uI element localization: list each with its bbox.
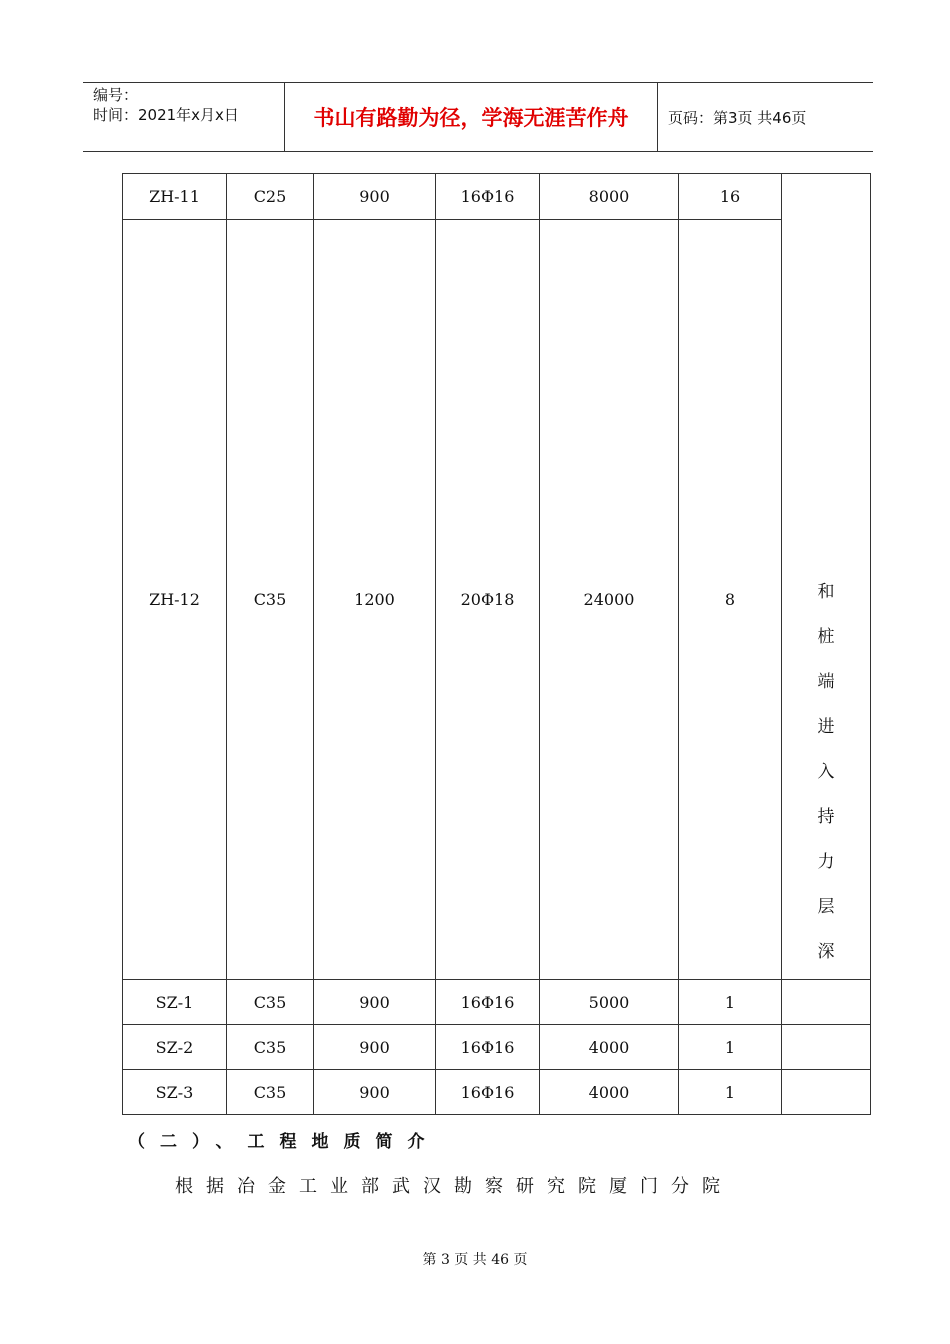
- table-row: [123, 1070, 871, 1115]
- note-char: 持: [817, 807, 835, 827]
- table-cell: [782, 1070, 871, 1115]
- table-cell: C35: [227, 220, 314, 980]
- table-cell: 16Φ16: [436, 1070, 540, 1115]
- table-cell: 16Φ16: [436, 1025, 540, 1070]
- note-char: 深: [817, 942, 835, 962]
- table-cell: 5000: [540, 980, 679, 1025]
- table-cell: 900: [314, 1070, 436, 1115]
- vertical-note: [782, 570, 870, 979]
- table-cell: 24000: [540, 220, 679, 980]
- section-title: （二）、工程地质简介: [128, 1132, 440, 1152]
- header-divider: [657, 83, 658, 151]
- table-cell: 900: [314, 174, 436, 220]
- pile-table: [122, 173, 871, 1115]
- table-cell: 1: [679, 1025, 782, 1070]
- note-char: 桩: [817, 627, 835, 647]
- table-cell: C35: [227, 1025, 314, 1070]
- table-cell: ZH-11: [123, 174, 227, 220]
- header-motto: 书山有路勤为径，学海无涯苦作舟: [313, 106, 629, 130]
- note-char: 层: [817, 897, 835, 917]
- table-cell: SZ-2: [123, 1025, 227, 1070]
- table-cell: 16Φ16: [436, 174, 540, 220]
- table-cell: C35: [227, 980, 314, 1025]
- table-cell: 900: [314, 980, 436, 1025]
- table-cell: 900: [314, 1025, 436, 1070]
- table-cell: 16Φ16: [436, 980, 540, 1025]
- note-cell: [782, 174, 871, 980]
- table-row: [123, 220, 871, 980]
- table-cell: C25: [227, 174, 314, 220]
- table-cell: 1200: [314, 220, 436, 980]
- note-char: 进: [817, 717, 835, 737]
- table-cell: C35: [227, 1070, 314, 1115]
- table-row: [123, 174, 871, 220]
- table-row: [123, 980, 871, 1025]
- table-row: [123, 1025, 871, 1070]
- header-meta: [93, 85, 239, 125]
- table-cell: 8000: [540, 174, 679, 220]
- paragraph: 根据冶金工业部武汉勘察研究院厦门分院: [175, 1176, 733, 1197]
- note-char: 和: [817, 582, 835, 602]
- document-number: 编号：: [93, 86, 139, 104]
- table-cell: 4000: [540, 1025, 679, 1070]
- table-cell: 1: [679, 980, 782, 1025]
- table-cell: 1: [679, 1070, 782, 1115]
- note-char: 端: [817, 672, 835, 692]
- table-cell: [782, 980, 871, 1025]
- table-cell: [782, 1025, 871, 1070]
- table-cell: SZ-1: [123, 980, 227, 1025]
- table-cell: SZ-3: [123, 1070, 227, 1115]
- table-cell: 4000: [540, 1070, 679, 1115]
- table-cell: 16: [679, 174, 782, 220]
- table-cell: ZH-12: [123, 220, 227, 980]
- page-header: [83, 82, 873, 152]
- note-char: 力: [817, 852, 835, 872]
- table-cell: 8: [679, 220, 782, 980]
- table-cell: 20Φ18: [436, 220, 540, 980]
- note-char: 入: [817, 762, 835, 782]
- document-time: 时间：2021年x月x日: [93, 106, 239, 124]
- header-page-info: 页码：第3页 共46页: [668, 108, 807, 127]
- page-footer: 第 3 页 共 46 页: [422, 1252, 528, 1268]
